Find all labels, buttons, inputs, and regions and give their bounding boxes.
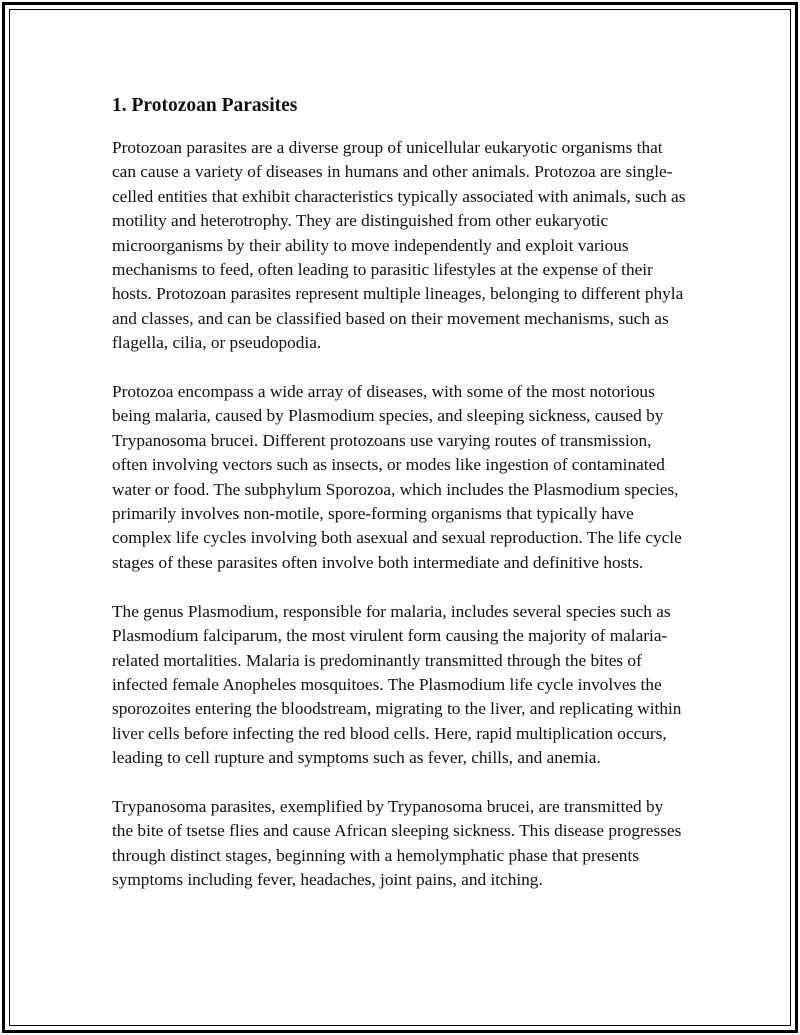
section-heading: 1. Protozoan Parasites bbox=[112, 95, 298, 116]
paragraph-protozoa-diseases: Protozoa encompass a wide array of diseases, with some of the most notorious being malaria, caused by Plasmodium species, and sleeping sickness, caused by Trypanosoma brucei. Different protozoans use varying routes of transmission, often involving vectors such as insects, or modes like ingestion of contaminated water or food. The subphylum Sporozoa, which includes the Plasmodium species, primarily involves non-motile, spore-forming organisms that typically have complex life cycles involving both asexual and sexual reproduction. The life cycle stages of these parasites often involve both intermediate and definitive hosts. bbox=[112, 382, 682, 572]
paragraph-plasmodium: The genus Plasmodium, responsible for malaria, includes several species such as Plasmodium falciparum, the most virulent form causing the majority of malaria-related mortalities. Malaria is predominantly transmitted through the bites of infected female Anopheles mosquitoes. The Plasmodium life cycle involves the sporozoites entering the bloodstream, migrating to the liver, and replicating within liver cells before infecting the red blood cells. Here, rapid multiplication occurs, leading to cell rupture and symptoms such as fever, chills, and anemia. bbox=[112, 601, 682, 768]
paragraph-protozoa-overview: Protozoan parasites are a diverse group of unicellular eukaryotic organisms that can cause a variety of diseases in humans and other animals. Protozoa are single-celled entities that exhibit characteristics typically associated with animals, such as motility and heterotrophy. They are distinguished from other eukaryotic microorganisms by their ability to move independently and exploit various mechanisms to feed, often leading to parasitic lifestyles at the expense of their hosts. Protozoan parasites represent multiple lineages, belonging to different phyla and classes, and can be classified based on their movement mechanisms, such as flagella, cilia, or pseudopodia. bbox=[112, 138, 686, 353]
paragraph-trypanosoma: Trypanosoma parasites, exemplified by Trypanosoma brucei, are transmitted by the bite of tsetse flies and cause African sleeping sickness. This disease progresses through distinct stages, beginning with a hemolymphatic phase that presents symptoms including fever, headaches, joint pains, and itching. bbox=[112, 796, 682, 890]
document-body bbox=[112, 91, 688, 893]
